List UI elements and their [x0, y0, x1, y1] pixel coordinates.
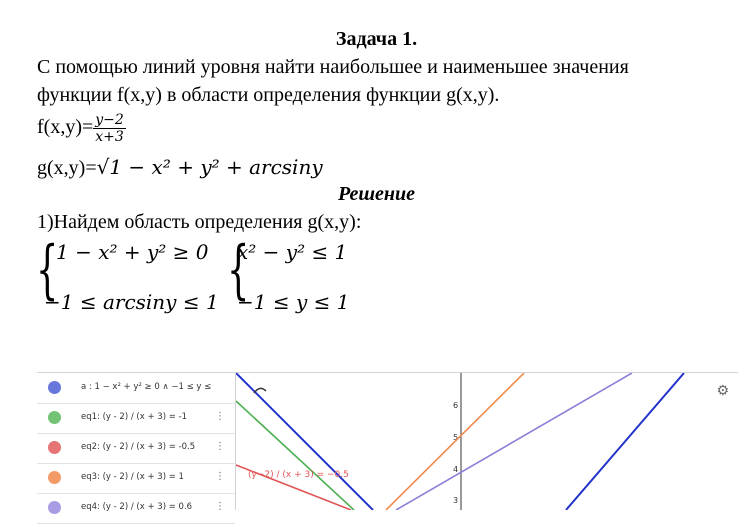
visibility-toggle-icon[interactable] — [48, 441, 61, 454]
y-tick-label: 6 — [453, 401, 459, 410]
level-line-label: (y−2) / (x + 3) = −0.5 — [248, 470, 349, 480]
f-fraction — [93, 112, 126, 145]
y-tick-label: 4 — [453, 465, 459, 474]
algebra-row-text: eq1: (y - 2) / (x + 3) = -1 — [81, 412, 188, 422]
y-tick-label: 3 — [453, 496, 459, 505]
graph-canvas[interactable] — [236, 373, 739, 510]
algebra-row-eq1[interactable] — [37, 403, 235, 434]
algebra-row-a[interactable] — [37, 373, 235, 404]
system1-row2: −1 ≤ arcsiny ≤ 1 — [44, 290, 219, 314]
algebra-row-eq2[interactable] — [37, 433, 235, 464]
left-brace-1: { — [36, 233, 59, 307]
settings-gear-icon[interactable]: ⚙ — [716, 383, 729, 399]
algebra-row-text: eq3: (y - 2) / (x + 3) = 1 — [81, 472, 184, 482]
algebra-row-text: a : 1 − x² + y² ≥ 0 ∧ −1 ≤ y ≤ — [81, 382, 212, 392]
more-options-icon[interactable]: ⋮ — [215, 411, 225, 422]
graphics-view[interactable] — [235, 373, 739, 510]
left-brace-2: { — [227, 233, 250, 307]
algebra-row-text: eq2: (y - 2) / (x + 3) = -0.5 — [81, 442, 196, 452]
visibility-toggle-icon[interactable] — [48, 411, 61, 424]
level-line-eq4 — [396, 373, 632, 510]
visibility-toggle-icon[interactable] — [48, 501, 61, 514]
system2-row2: −1 ≤ y ≤ 1 — [237, 290, 350, 314]
intro-line-1: С помощью линий уровня найти наибольшее и наименьшее значения — [37, 56, 629, 78]
level-line-eq-blue — [236, 373, 373, 510]
f-definition — [37, 112, 126, 145]
level-line-eq1 — [236, 401, 354, 510]
more-options-icon[interactable]: ⋮ — [215, 501, 225, 512]
geogebra-panel — [37, 372, 738, 510]
solution-heading: Решение — [337, 183, 415, 205]
level-line-eq3 — [386, 373, 524, 510]
algebra-view — [37, 373, 235, 510]
g-rhs: √1 − x² + y² + arcsiny — [96, 155, 323, 179]
system2-row1: x² − y² ≤ 1 — [237, 240, 348, 264]
more-options-icon[interactable]: ⋮ — [215, 471, 225, 482]
system1-row1: 1 − x² + y² ≥ 0 — [56, 240, 209, 264]
intro-line-2: функции f(x,y) в области определения функции g(x,y). — [37, 84, 500, 106]
algebra-row-text: eq4: (y - 2) / (x + 3) = 0.6 — [81, 502, 193, 512]
g-definition — [37, 155, 323, 180]
y-tick-label: 5 — [453, 433, 459, 442]
f-numerator: y−2 — [95, 112, 124, 128]
g-lhs: g(x,y)= — [37, 157, 97, 179]
problem-title: Задача 1. — [335, 28, 418, 50]
algebra-row-eq3[interactable] — [37, 463, 235, 494]
visibility-toggle-icon[interactable] — [48, 381, 61, 394]
visibility-toggle-icon[interactable] — [48, 471, 61, 484]
f-lhs: f(x,y)= — [37, 116, 94, 139]
level-line-eq-blue-right — [566, 373, 684, 510]
more-options-icon[interactable]: ⋮ — [215, 441, 225, 452]
f-denominator: x+3 — [95, 129, 124, 145]
step-1: 1)Найдем область определения g(x,y): — [37, 211, 362, 233]
